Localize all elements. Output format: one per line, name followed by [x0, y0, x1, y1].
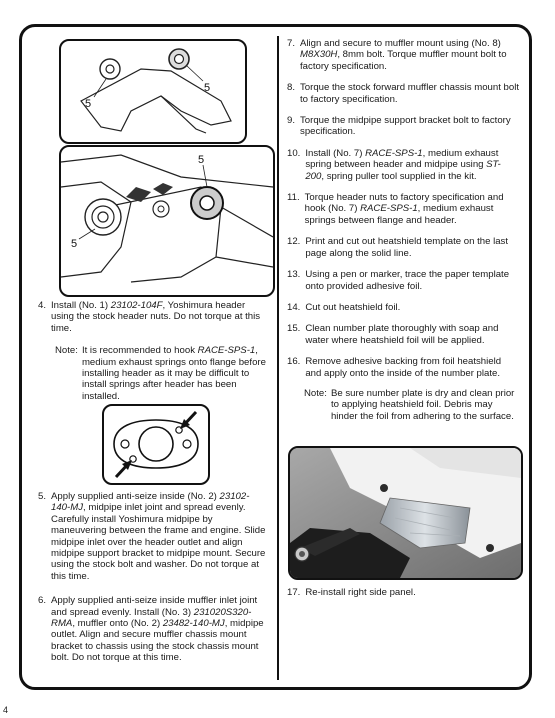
- part-number: 23482-140-MJ: [162, 618, 225, 630]
- figure-heatshield-photo: [288, 446, 523, 580]
- text-run: Be sure number plate is dry and clean prior to applying heatshield foil. Debris may hinder the foil from adhering to the surface.: [330, 387, 515, 422]
- text-run: Remove adhesive backing from foil heatshield and apply onto the inside of the number plate.: [305, 356, 502, 379]
- callout-5: 5: [204, 82, 211, 94]
- text-run: Cut out heatshield foil.: [305, 301, 401, 313]
- text-run: Align and secure to muffler mount using (No. 8): [300, 38, 501, 49]
- right-column-lower: [287, 587, 519, 598]
- text-run: Torque header nuts to factory specification and hook (No. 7): [304, 192, 504, 215]
- part-number: RACE-SPS-1: [197, 345, 256, 357]
- step-number: 15.: [287, 323, 301, 335]
- step-14: [287, 302, 519, 313]
- step-4: [38, 300, 268, 334]
- text-run: It is recommended to hook: [81, 345, 198, 357]
- step-text: [305, 192, 519, 226]
- callout-5: 5: [71, 238, 78, 250]
- callout-5: 5: [85, 98, 92, 110]
- step-8: [287, 82, 519, 105]
- text-run: Torque the midpipe support bracket bolt to factory specification.: [300, 115, 511, 138]
- text-run: Install (No. 7): [305, 147, 366, 159]
- text-run: Clean number plate thoroughly with soap and water where heatshield foil will be applied.: [305, 323, 499, 346]
- page-number: 4: [3, 705, 9, 715]
- step-6: [38, 595, 268, 663]
- step-12: [287, 236, 519, 259]
- step-number: 7.: [287, 38, 296, 49]
- heatshield-photo-illustration: [290, 448, 521, 578]
- note-label: Note:: [55, 345, 78, 357]
- step-11: [287, 192, 519, 226]
- step-text: [51, 491, 268, 582]
- text-run: , 8mm bolt. Torque muffler mount bolt to factory specification.: [300, 49, 507, 72]
- left-column: [38, 300, 268, 402]
- step-text: [51, 595, 268, 663]
- step-10: [287, 148, 519, 182]
- step-text: [305, 356, 519, 379]
- part-number: RACE-SPS-1: [365, 147, 423, 159]
- text-run: Torque the stock forward muffler chassis mount bolt to factory specification.: [300, 82, 519, 105]
- step-13: [287, 269, 519, 292]
- text-run: , medium exhaust springs between flange and header.: [304, 203, 494, 226]
- callout-5: 5: [198, 154, 205, 166]
- step-number: 10.: [287, 147, 301, 159]
- text-run: , midpipe outlet. Align and secure muffler chassis mount bracket to chassis using the stock chassis mount bolt. Do not torque at this time.: [51, 618, 264, 664]
- left-column-lower: [38, 491, 268, 664]
- step-text: [51, 300, 268, 334]
- step-number: 11.: [287, 192, 300, 204]
- part-number: RACE-SPS-1: [360, 203, 418, 215]
- text-run: , midpipe inlet joint and spread evenly. Carefully install Yoshimura midpipe by maneuvering between the frame and engine. Slide midpipe inlet over the header outlet and align midpipe support bracket to midpipe mount. Secure using the stock bolt and washer. Do not torque at this time.: [51, 502, 266, 582]
- figure-washers-bracket: [59, 39, 247, 144]
- step-number: 4.: [38, 300, 47, 311]
- step-17: [287, 587, 519, 598]
- text-run: Apply supplied anti-seize inside muffler inlet joint and spread evenly. Install (No. 3): [51, 595, 258, 618]
- note-text: [82, 345, 268, 402]
- text-run: , medium exhaust springs onto flange before installing header as it may be difficult to install springs after header has been installed.: [81, 345, 266, 402]
- text-run: , muffler onto (No. 2): [72, 618, 163, 630]
- step-16: [287, 356, 519, 379]
- engine-diagram: [61, 147, 273, 295]
- text-run: Re-install right side panel.: [305, 587, 416, 598]
- note-4: [38, 345, 268, 402]
- text-run: , medium exhaust spring between header and midpipe using: [305, 147, 499, 171]
- step-text: [300, 115, 519, 138]
- step-7: [287, 38, 519, 72]
- column-divider: [277, 36, 279, 680]
- step-text: [300, 82, 519, 105]
- part-number: M8X30H: [300, 49, 338, 61]
- part-number: ST-200: [305, 159, 501, 182]
- note-16: [287, 388, 519, 422]
- part-number: 23102-104F: [110, 300, 163, 311]
- step-text: [300, 38, 519, 72]
- step-text: [305, 269, 519, 292]
- step-number: 14.: [287, 301, 301, 313]
- text-run: Using a pen or marker, trace the paper template onto provided adhesive foil.: [305, 269, 510, 292]
- step-number: 13.: [287, 269, 301, 281]
- step-number: 17.: [287, 587, 301, 598]
- step-number: 8.: [287, 82, 296, 94]
- step-text: [305, 302, 519, 313]
- step-text: [305, 236, 519, 259]
- washers-diagram: [61, 41, 245, 142]
- figure-engine-washers: [59, 145, 275, 297]
- note-text: [331, 388, 519, 422]
- right-column: [287, 38, 519, 422]
- step-number: 16.: [287, 356, 301, 368]
- step-9: [287, 115, 519, 138]
- part-number: 231020S320-RMA: [51, 606, 252, 630]
- step-text: [305, 587, 519, 598]
- part-number: 23102-140-MJ: [51, 491, 250, 514]
- text-run: Install (No. 1): [51, 300, 111, 311]
- note-label: Note:: [304, 387, 327, 399]
- step-number: 9.: [287, 115, 296, 127]
- step-number: 5.: [38, 491, 47, 502]
- figure-flange: [102, 404, 210, 485]
- text-run: , spring puller tool supplied in the kit.: [321, 170, 477, 182]
- step-text: [305, 148, 519, 182]
- text-run: Print and cut out heatshield template on the last page along the solid line.: [305, 236, 509, 259]
- text-run: , Yoshimura header using the stock header nuts. Do not torque at this time.: [51, 300, 261, 334]
- flange-diagram: [104, 406, 208, 483]
- step-15: [287, 323, 519, 346]
- step-number: 12.: [287, 236, 301, 248]
- step-text: [305, 323, 519, 346]
- step-number: 6.: [38, 595, 47, 607]
- step-5: [38, 491, 268, 582]
- text-run: Apply supplied anti-seize inside (No. 2): [51, 491, 220, 502]
